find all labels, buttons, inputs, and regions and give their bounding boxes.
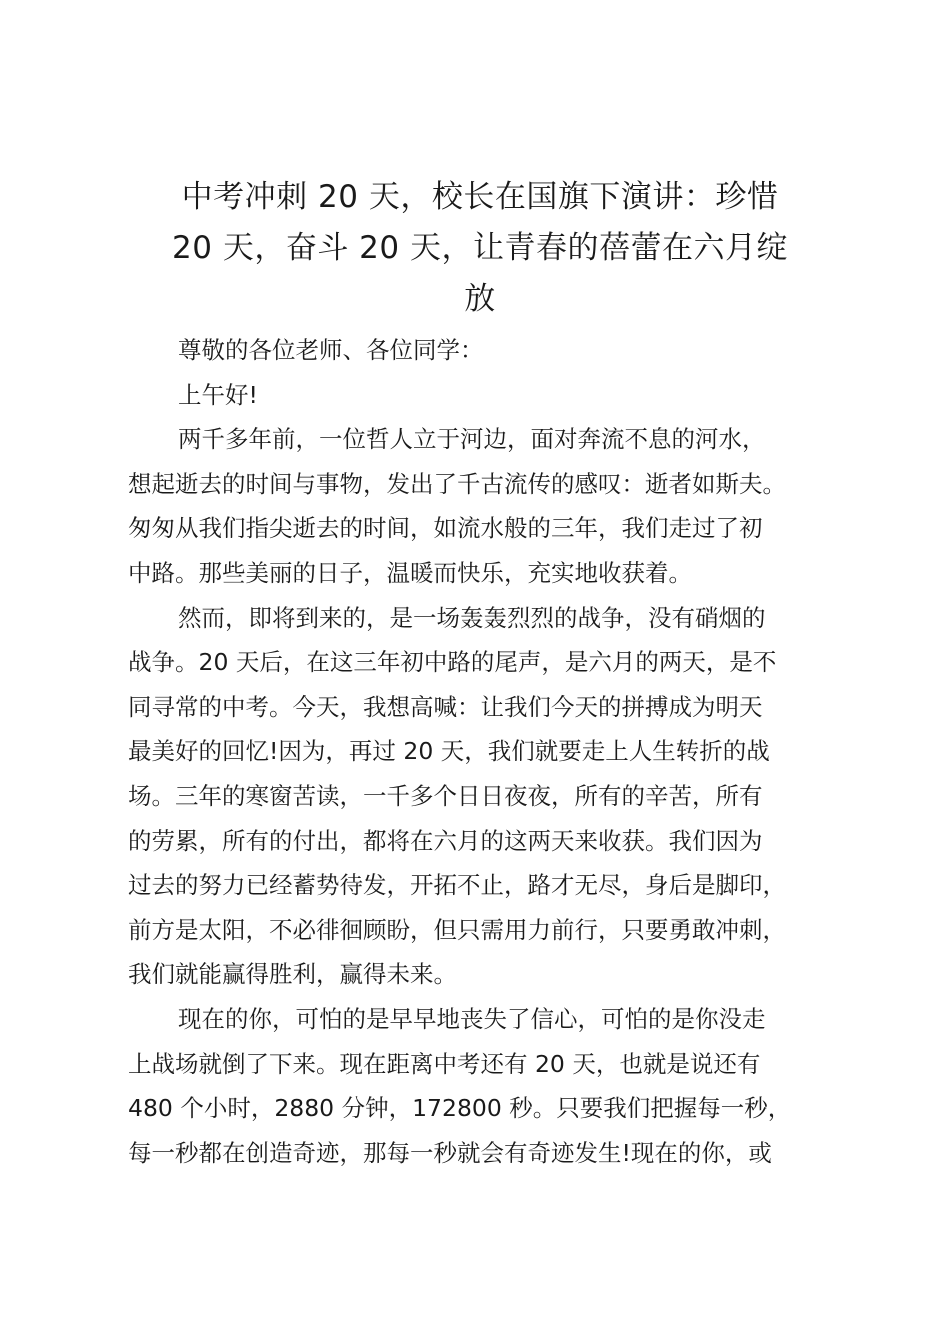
title-line: 放 [464,281,496,317]
paragraph-line: 最美好的回忆!因为，再过 20 天，我们就要走上人生转折的战 [128,737,770,766]
paragraph-line: 上战场就倒了下来。现在距离中考还有 20 天，也就是说还有 [128,1049,761,1078]
document-body [128,328,854,1175]
paragraph [128,596,854,997]
paragraph-line: 两千多年前，一位哲人立于河边，面对奔流不息的河水， [178,425,766,454]
paragraph-line: 每一秒都在创造奇迹，那每一秒就会有奇迹发生!现在的你，或 [128,1138,772,1167]
paragraph-line: 480 个小时，2880 分钟，172800 秒。只要我们把握每一秒， [128,1094,792,1123]
greeting: 上午好! [178,380,258,409]
document-title [128,172,832,325]
paragraph-line: 同寻常的中考。今天，我想高喊：让我们今天的拼搏成为明天 [128,692,763,721]
paragraph-line: 战争。20 天后，在这三年初中路的尾声，是六月的两天，是不 [128,648,777,677]
paragraph-line: 现在的你，可怕的是早早地丧失了信心，可怕的是你没走 [178,1004,766,1033]
paragraph-line: 过去的努力已经蓄势待发，开拓不止，路才无尽，身后是脚印， [128,871,786,900]
title-line: 20 天，奋斗 20 天，让青春的蓓蕾在六月绽 [172,230,788,266]
paragraph-line: 我们就能赢得胜利，赢得未来。 [128,960,457,989]
paragraph-line: 然而，即将到来的，是一场轰轰烈烈的战争，没有硝烟的 [178,603,766,632]
paragraph-line: 场。三年的寒窗苦读，一千多个日日夜夜，所有的辛苦，所有 [128,781,763,810]
paragraph-line: 中路。那些美丽的日子，温暖而快乐，充实地收获着。 [128,558,692,587]
paragraph-line: 想起逝去的时间与事物，发出了千古流传的感叹：逝者如斯夫。 [128,469,786,498]
paragraph-line: 匆匆从我们指尖逝去的时间，如流水般的三年，我们走过了初 [128,514,763,543]
paragraph [128,417,854,595]
paragraph [128,997,854,1175]
title-line: 中考冲刺 20 天，校长在国旗下演讲：珍惜 [181,179,779,215]
salutation: 尊敬的各位老师、各位同学： [178,336,484,364]
paragraph-line: 的劳累，所有的付出，都将在六月的这两天来收获。我们因为 [128,826,763,855]
paragraph-line: 前方是太阳，不必徘徊顾盼，但只需用力前行，只要勇敢冲刺， [128,915,786,944]
